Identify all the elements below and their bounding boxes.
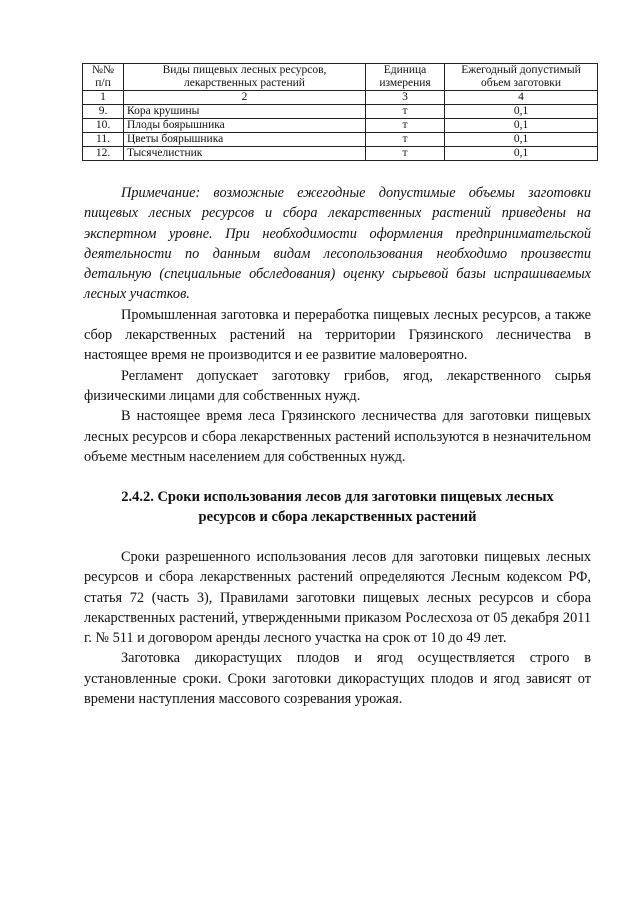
- index-cell: 3: [366, 91, 445, 105]
- row-volume: 0,1: [445, 105, 598, 119]
- paragraph: Сроки разрешенного использования лесов для заготовки пищевых лесных ресурсов и сбора лекарственных растений определяются Лесным кодексом РФ, статья 72 (часть 3), Правилами заготовки пищевых лесных ресурсов и сбора лекарственных растений, утвержденными приказом Рослесхоза от 05 декабря 2011 г. № 511 и договором аренды лесного участка на срок от 10 до 49 лет.: [84, 549, 591, 647]
- header-volume: Ежегодный допустимый объем заготовки: [445, 64, 598, 91]
- paragraph: В настоящее время леса Грязинского лесничества для заготовки пищевых лесных ресурсов и сбора лекарственных растений используются в незначительном объеме местным населением для собственных нужд.: [84, 408, 591, 465]
- section-heading-line: ресурсов и сбора лекарственных растений: [198, 509, 477, 525]
- resources-table: [82, 63, 598, 161]
- body-text-block-2: [84, 547, 591, 709]
- index-cell: 2: [124, 91, 366, 105]
- table-row: [83, 147, 598, 161]
- section-heading: [84, 487, 591, 527]
- row-volume: 0,1: [445, 119, 598, 133]
- row-num: 11.: [83, 133, 124, 147]
- row-name: Плоды боярышника: [124, 119, 366, 133]
- index-cell: 4: [445, 91, 598, 105]
- row-name: Кора крушины: [124, 105, 366, 119]
- row-num: 9.: [83, 105, 124, 119]
- row-unit: т: [366, 105, 445, 119]
- table-row: [83, 119, 598, 133]
- row-volume: 0,1: [445, 147, 598, 161]
- row-unit: т: [366, 133, 445, 147]
- table-row: [83, 105, 598, 119]
- index-cell: 1: [83, 91, 124, 105]
- table-header-row: [83, 64, 598, 91]
- row-num: 10.: [83, 119, 124, 133]
- body-text-block-1: [84, 183, 591, 467]
- row-name: Цветы боярышника: [124, 133, 366, 147]
- section-heading-line: 2.4.2. Сроки использования лесов для заготовки пищевых лесных: [121, 489, 554, 505]
- paragraph: Заготовка дикорастущих плодов и ягод осуществляется строго в установленные сроки. Сроки заготовки дикорастущих плодов и ягод зависят от времени наступления массового созревания урожая.: [84, 650, 591, 708]
- paragraph: Регламент допускает заготовку грибов, ягод, лекарственного сырья физическими лицами для собственных нужд.: [84, 367, 591, 404]
- header-unit: Единица измерения: [366, 64, 445, 91]
- header-num: №№ п/п: [83, 64, 124, 91]
- row-name: Тысячелистник: [124, 147, 366, 161]
- header-name: Виды пищевых лесных ресурсов, лекарственных растений: [124, 64, 366, 91]
- table-row: [83, 133, 598, 147]
- paragraph: Промышленная заготовка и переработка пищевых лесных ресурсов, а также сбор лекарственных растений на территории Грязинского лесничества в настоящее время не производится и ее развитие маловероятно.: [84, 306, 591, 364]
- table-index-row: [83, 91, 598, 105]
- row-unit: т: [366, 119, 445, 133]
- row-volume: 0,1: [445, 133, 598, 147]
- row-num: 12.: [83, 147, 124, 161]
- note-paragraph: Примечание: возможные ежегодные допустимые объемы заготовки пищевых лесных ресурсов и сбора лекарственных растений приведены на экспертном уровне. При необходимости оформления предпринимательской деятельности по данным видам лесопользования необходимо произвести детальную (специальные обследования) оценку сырьевой базы испрашиваемых лесных участков.: [84, 185, 591, 303]
- row-unit: т: [366, 147, 445, 161]
